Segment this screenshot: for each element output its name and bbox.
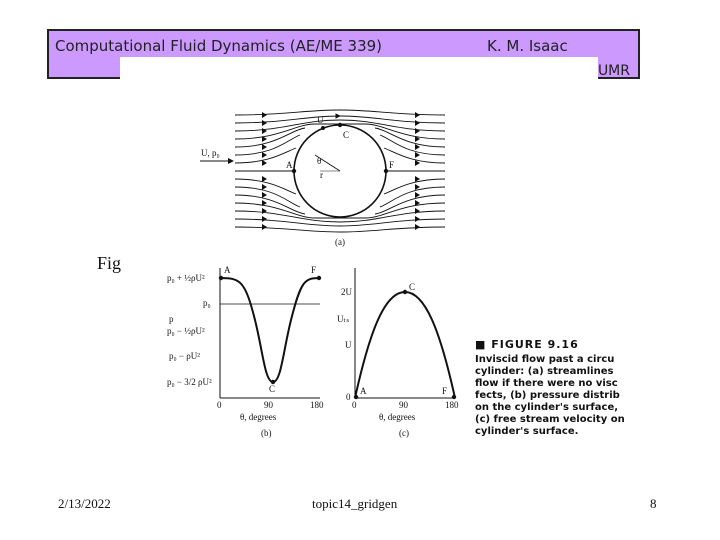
footer-date: 2/13/2022: [58, 496, 111, 511]
c-point-a: [354, 395, 358, 399]
b-ytick-4: p₀ − 3/2 ρU²: [167, 377, 212, 387]
figure-label: Fig: [97, 253, 122, 273]
caption-line-6: (c) free stream velocity on: [475, 414, 625, 425]
caption-line-7: cylinder's surface.: [475, 426, 579, 437]
caption-line-3: flow if there were no visc: [475, 378, 618, 389]
b-xtick-0: 0: [217, 400, 222, 410]
c-point-c: [403, 290, 407, 294]
b-point-c-label: C: [269, 384, 276, 394]
b-point-a-label: A: [224, 265, 231, 275]
velocity-curve: [355, 292, 455, 398]
caption-heading: ■ FIGURE 9.16: [475, 338, 579, 351]
page-number: 8: [650, 496, 657, 511]
panel-a-label: (a): [335, 237, 345, 247]
streamline-panel: [200, 110, 445, 247]
c-y-axis-label: Uₜₛ: [337, 314, 350, 324]
point-c-marker: [338, 123, 342, 127]
point-c-label: C: [343, 130, 350, 140]
c-ytick-2: 0: [346, 392, 351, 402]
c-point-c-label: C: [409, 282, 416, 292]
point-a-label: A: [286, 160, 293, 170]
point-f-marker: [384, 169, 388, 173]
caption-line-1: Inviscid flow past a circu: [475, 354, 615, 365]
theta-label: θ: [317, 156, 322, 166]
point-f-label: F: [389, 160, 395, 170]
c-point-f: [452, 395, 456, 399]
c-ytick-0: 2U: [341, 287, 352, 297]
b-ytick-0: p₀ + ½ρU²: [167, 273, 205, 283]
b-ytick-1: p₀: [203, 298, 211, 308]
institution-abbrev: UMR: [597, 63, 630, 79]
velocity-panel: [337, 268, 459, 438]
b-x-label: θ, degrees: [240, 412, 277, 422]
c-x-label: θ, degrees: [379, 412, 416, 422]
c-point-f-label: F: [442, 386, 448, 396]
course-title: Computational Fluid Dynamics (AE/ME 339): [55, 37, 383, 55]
panel-c-label: (c): [399, 428, 409, 438]
b-xtick-1: 90: [264, 400, 273, 410]
radius-label: r: [320, 170, 323, 180]
point-u-label: U: [317, 115, 324, 125]
caption-line-2: cylinder: (a) streamlines: [475, 366, 614, 377]
b-point-f: [317, 276, 321, 280]
b-y-axis-label: p: [169, 314, 174, 324]
c-ytick-1: U: [345, 340, 352, 350]
c-xtick-0: 0: [352, 400, 357, 410]
pressure-panel: [167, 265, 324, 438]
footer-topic: topic14_gridgen: [312, 496, 398, 511]
c-point-a-label: A: [360, 386, 367, 396]
cylinder-flow-figure: [165, 90, 625, 450]
point-u-marker: [321, 126, 325, 130]
b-point-f-label: F: [311, 265, 317, 275]
b-xtick-2: 180: [310, 400, 324, 410]
panel-b-label: (b): [261, 428, 272, 438]
caption-line-5: on the cylinder's surface,: [475, 402, 619, 413]
figure-caption: [475, 338, 625, 437]
b-ytick-2: p₀ − ½ρU²: [167, 326, 205, 336]
freestream-label: U, p₀: [201, 148, 220, 158]
b-point-a: [219, 276, 223, 280]
c-xtick-1: 90: [399, 400, 408, 410]
b-ytick-3: p₀ − ρU²: [169, 351, 200, 361]
pressure-curve: [220, 278, 320, 382]
caption-line-4: fects, (b) pressure distrib: [475, 390, 620, 401]
author-name: K. M. Isaac: [487, 37, 568, 55]
header-overlay-bar: [120, 57, 598, 79]
c-xtick-2: 180: [445, 400, 459, 410]
